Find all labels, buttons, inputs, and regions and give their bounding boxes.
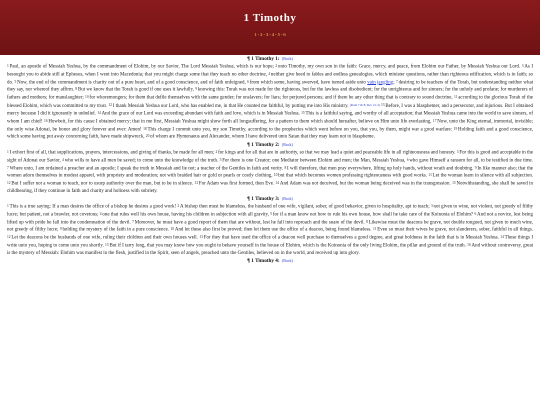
verse-number: 4	[62, 157, 64, 162]
verse-text: And the grace of our Lord was exceeding abundant with faith and love, which is in Messiah Yeshua.	[101, 111, 300, 117]
verse-text: who gave Himself a ransom for all, to be testified in due time.	[409, 158, 533, 164]
chapter-heading-text: ¶ 1 Timothy 3:	[247, 196, 280, 202]
verse-number: 14	[97, 111, 101, 116]
verse-text: for whoremongers; for them that defile themselves with the same gender; for enslavers; for liars; for perjured persons; and if there be any other thing that is contrary to sound doctrine,	[89, 95, 453, 101]
verse-number: 8	[366, 219, 368, 224]
verse-number: 6	[247, 79, 249, 84]
book-title: 1 Timothy	[243, 12, 297, 24]
verse-number: 3	[456, 150, 459, 155]
back-link[interactable]: (Back)	[281, 196, 293, 201]
verse-text: Before, I was a blasphemer, and a persecutor, and injurious. But I obtained mercy because I did it ignorantly in unbelief.	[7, 103, 533, 117]
verse-number: 11	[453, 95, 458, 99]
verse-number: 19	[453, 126, 458, 131]
verse-text: of whom are Hymenaeus and Alexander, whom I have delivered unto Satan that they may learn not to blaspheme.	[150, 134, 375, 140]
verse-number: 10	[85, 95, 89, 99]
chapter-heading-text: ¶ 1 Timothy 4:	[247, 257, 280, 264]
verse-number: 18	[143, 126, 147, 131]
verse-number: 1	[7, 64, 9, 68]
page-header	[0, 0, 540, 55]
chapter-heading-text: ¶ 1 Timothy 2:	[247, 142, 280, 149]
verse-text: This is a faithful saying, and worthy of all acceptation; that Messiah Yeshua came into the world to save sinners, of whom I am chief!	[7, 111, 533, 125]
verse-number: 2	[177, 204, 180, 208]
verse-number: 7	[132, 219, 134, 224]
verse-number: 11	[372, 227, 377, 232]
verse-text: neither give heed to fables and endless genealogies, which minister questions, rather than righteous edification, which is in faith; so do.	[7, 72, 534, 86]
verse-number: 3	[521, 64, 524, 68]
verse-text: Let the deacons be the husbands of one wife, ruling their children and their own houses well.	[11, 235, 198, 241]
verse-text: As I besought you to abide still at Ephesus, when I went into Macedonia; that you might charge some that they teach no other doctrine,	[7, 64, 533, 78]
verse-text: A bishop then must be blameless, the husband of one wife, vigilant, sober, of good behavior, given to hospitality, apt to teach;	[180, 204, 430, 210]
verse-number: 2	[275, 64, 278, 68]
verse-number: 13	[381, 103, 385, 108]
verse-number: 4	[99, 211, 102, 216]
verse-text: Notwithstanding, she shall be saved in childbearing, if they continue in faith and charity and holiness with sobriety.	[7, 181, 534, 194]
verse-text: But we know that the Torah is good if one uses it lawfully,	[78, 87, 194, 93]
chapter-nav-separator: -	[280, 32, 283, 37]
verse-number: 13	[199, 235, 203, 239]
verse-text: And Adam was not deceived, but the woman being deceived was in the transgression.	[279, 181, 451, 187]
chapter-nav	[0, 32, 540, 38]
verse-number: 5	[270, 211, 273, 216]
chapter-heading-text: ¶ 1 Timothy 1:	[247, 56, 280, 62]
verse-text: Now, unto the King eternal, immortal, invisible; the only wise Adonai, be honor and glory forever and ever: Amen!	[7, 119, 533, 133]
verse-number: 14	[500, 235, 504, 239]
verse-text: For there is one Creator; one Mediator between Elohim and men; the Man, Messiah Yeshua,	[222, 158, 406, 164]
verse-number: 11	[428, 173, 432, 178]
verse-text: one that rules well his own house, having his children in subjection with all gravity,	[102, 212, 269, 218]
chapter-nav-separator: -	[275, 32, 277, 37]
verse-text: for if a man know not how to rule his own house, how shall he take care of the Koinonia of Elohim?	[272, 212, 474, 218]
verse-text: holding the mystery of the faith in a pure conscience.	[62, 227, 170, 233]
verse-text: Holding faith and a good conscience, which some having put away concerning faith, have made shipwreck,	[7, 127, 534, 140]
verse-number: 5	[219, 157, 222, 162]
glossary-link[interactable]: vain jangling	[367, 80, 394, 86]
verse-text: This is a true saying: If a man desires the office of a bishop he desires a good work!	[9, 204, 177, 210]
chapter-heading	[7, 141, 533, 149]
verse-number: 12	[108, 103, 112, 108]
verse-number: 6	[474, 211, 477, 216]
verse-text: For they that have used the office of a deacon well purchase to themselves a good degree, and great boldness in the faith that is in Messiah Yeshua.	[203, 235, 499, 241]
chapter-link-3[interactable]: 3	[265, 32, 269, 37]
verse-text: These things I write unto you, hoping to come unto you shortly.	[7, 235, 534, 249]
verse-number: 15	[105, 242, 109, 247]
chapter-nav-separator: -	[269, 32, 271, 37]
verse-text: Even so must their wives be grave, not slanderers, sober, faithful in all things.	[377, 227, 534, 233]
verse-text: And not a novice, lest being lifted up with pride he fall into the condemnation of the devil.	[7, 212, 533, 226]
verse-number: 5	[14, 79, 17, 84]
back-link[interactable]: (Back)	[281, 56, 293, 61]
chapter-link-5[interactable]: 5	[277, 32, 280, 37]
verse-text: Paul, an apostle of Messiah Yeshua, by the commandment of Elohim, by our Savior, The Lord Messiah Yeshua, which is our hope;	[9, 64, 274, 70]
verse-number: 13	[194, 181, 199, 186]
verse-number: 15	[452, 181, 456, 186]
verse-text: Likewise must the deacons be grave, not double tongued, not given to much wine, not greedy of filthy lucre;	[7, 220, 534, 233]
chapter-paragraph: 1Paul, an apostle of Messiah Yeshua, by the commandment of Elohim, by our Savior, The Lord Messiah Yeshua, which is our hope; 2unto Timothy, my own son in the faith: Grace, mercy, and peace, from Elohim our Father, by Messiah Yeshua our Lord. 3As I besought you to abide still at Ephesus, when I went into Macedonia; that you might charge some that they teach no other doctrine, 4neither give heed to fables and endless genealogies, which minister questions, rather than righteous edification, which is in faith; so do. 5Now, the end of the commandment is charity out of a pure heart, and of a good conscience, and of faith unfeigned, 6from which some, having swerved, have turned aside unto vain jangling; 7desiring to be teachers of the Torah, but understanding neither what they say, nor whereof they affirm. 8But we know that the Torah is good if one uses it lawfully, 9knowing this: Torah was not made for the righteous, but for the lawless and disobedient; for the unrighteous and for sinners; for the unholy and profane; for murderers of fathers and mothers; for manslaughter; 10for whoremongers; for them that defile themselves with the same gender; for enslavers; for liars; for perjured persons; and if there be any other thing that is contrary to sound doctrine, 11according to the glorious Torah of the blessed Elohim, which was committed to my trust. 12I thank Messiah Yeshua our Lord, who has enabled me, in that He counted me faithful, by putting me into His ministry. $^{(Rom 7 \& 8; Rev 21-3)}$ 13Before, I was a blasphemer, and a persecutor, and injurious. But I obtained mercy because I did it ignorantly in unbelief. 14And the grace of our Lord was exceeding abundant with faith and love, which is in Messiah Yeshua. 15This is a faithful saying, and worthy of all acceptation; that Messiah Yeshua came into the world to save sinners, of whom I am chief! 16Howbeit, for this cause I obtained mercy; that in me first, Messiah Yeshua might show forth all longsuffering, for a pattern to them which should hereafter, believe on Him unto life everlasting. 17Now, unto the King eternal, immortal, invisible; the only wise Adonai, be honor and glory forever and ever: Amen! 18This charge I commit unto you, my son Timothy, according to the prophecies which went before on you, that you, by them, might war a good warfare: 19Holding faith and a good conscience, which some having put away concerning faith, have made shipwreck, 20of whom are Hymenaeus and Alexander, whom I have delivered unto Satan that they may learn not to blaspheme.	[7, 64, 534, 140]
verse-text: from which some, having swerved, have turned aside unto	[249, 80, 366, 86]
verse-number: 10	[273, 173, 278, 178]
verse-number: 12	[7, 181, 11, 186]
verse-text: This charge I commit unto you, my son Timothy, according to the prophecies which went before on you, that you, by them, might war a good warfare:	[147, 127, 453, 133]
verse-text: Now, the end of the commandment is charity out of a pure heart, and of a good conscience, and of faith unfeigned,	[17, 80, 246, 86]
chapter-link-6[interactable]: 6	[283, 32, 286, 37]
verse-number: 20	[145, 134, 150, 139]
chapter-link-1[interactable]: 1	[254, 32, 257, 37]
verse-number: 2	[215, 150, 218, 155]
verse-text: who wills to have all men be saved; to come unto the knowledge of the truth.	[64, 158, 219, 164]
verse-text: I thank Messiah Yeshua our Lord, who has enabled me, in that He counted me faithful, by putting me into His ministry.	[112, 103, 349, 109]
chapter-heading	[7, 55, 533, 63]
verse-number: 9	[195, 87, 197, 92]
verse-text: For Adam was first formed, then Eve.	[198, 181, 275, 187]
back-link[interactable]: (Back)	[281, 142, 293, 148]
verse-text: I exhort first of all, that supplications, prayers, intercessions, and giving of thanks, be made for all men;	[9, 150, 215, 156]
verse-text: for kings and for all that are in authority, so that we may lead a quiet and peaceable life in all righteousness and honesty.	[218, 150, 456, 156]
verse-number: 8	[284, 165, 287, 170]
verse-number: 14	[275, 181, 280, 186]
verse-number: 15	[301, 111, 305, 116]
scripture-content	[0, 55, 540, 265]
verse-number: 7	[7, 165, 9, 170]
verse-text: but that which becomes women professing righteousness with good works.	[278, 173, 428, 179]
chapter-heading	[7, 257, 533, 265]
verse-number: 6	[406, 157, 409, 162]
verse-text: desiring to be teachers of the Torah, but understanding neither what they say, nor whereof they affirm.	[7, 80, 534, 93]
verse-text: Moreover, he must have a good report of them that are without, lest he fall into reproach and the snare of the devil.	[134, 220, 365, 226]
verse-text: For this is good and acceptable in the sight of Adonai our Savior,	[7, 150, 534, 164]
chapter-nav-separator: -	[263, 32, 265, 37]
verse-text: And without controversy, great is the mystery of Messiah: Elohim was manifest in the flesh, justified in the Spirit, seen of angels, preached unto the Gentiles, believed on in the world, and received up into glory.	[7, 243, 534, 256]
chapter-link-2[interactable]: 2	[260, 32, 263, 37]
chapter-paragraph	[7, 203, 533, 257]
verse-text: Let the woman learn in silence with all subjection.	[432, 173, 534, 179]
verse-number: 4	[268, 71, 271, 76]
verse-number: 1	[7, 150, 9, 155]
verse-number: 9	[59, 227, 62, 232]
verse-text: I will therefore, that men pray everywhere, lifting up holy hands, without wrath and doubting.	[287, 166, 474, 172]
verse-text: not given to wine, not violent, not greedy of filthy lucre; but patient, not a brawler, not covetous;	[7, 204, 534, 218]
verse-number: 10	[170, 227, 175, 232]
verse-number: 9	[474, 165, 477, 170]
verse-number: 12	[7, 235, 11, 239]
verse-text: But I suffer not a woman to teach, nor to usurp authority over the man, but to be in silence.	[11, 181, 194, 187]
verse-text: according to the glorious Torah of the blessed Elohim, which was committed to my trust.	[7, 95, 534, 109]
verse-text: unto Timothy, my own son in the faith: Grace, mercy, and peace, from Elohim our Father, by Messiah Yeshua our Lord.	[278, 64, 521, 70]
cross-reference-link[interactable]: (Rom 7 & 8; Rev 21-3)	[349, 102, 380, 107]
verse-text: But if I tarry long, that you may know how you ought to behave yourself in the house of Elohim, which is the Koinonia of the only living Elohim, the pillar and ground of the truth.	[109, 243, 466, 249]
verse-number: 16	[467, 242, 471, 247]
chapter-nav-separator: -	[257, 32, 260, 37]
verse-number: 7	[395, 79, 398, 84]
verse-number: 16	[43, 118, 48, 123]
verse-number: 3	[430, 204, 433, 208]
chapter-heading	[7, 195, 533, 203]
verse-text: Where unto, I am ordained a preacher and an apostle; I speak the truth in Messiah and lie not; a teacher of the Gentiles in faith and verity.	[9, 166, 284, 172]
verse-text: Howbeit, for this cause I obtained mercy; that in me first, Messiah Yeshua might show forth all longsuffering, for a pattern to them which should hereafter, believe on Him unto life everlasting.	[48, 119, 432, 125]
verse-number: 17	[432, 118, 437, 123]
verse-number: 8	[75, 87, 78, 92]
verse-number: 1	[7, 204, 9, 208]
verse-text: In like manner also; that the women adorn themselves in modest apparel, with propriety and moderation; not with braided hair or gold or pearls or costly clothing,	[7, 166, 533, 179]
verse-text: And let these also first be proved; then let them use the office of a deacon, being found blameless.	[174, 227, 372, 233]
chapter-link-4[interactable]: 4	[271, 32, 275, 37]
chapter-paragraph	[7, 149, 533, 195]
back-link[interactable]: (Back)	[281, 257, 293, 263]
verse-text: knowing this: Torah was not made for the righteous, but for the lawless and disobedient; for the unrighteous and for sinners; for the unholy and profane; for murderers of fathers and mothers; for manslaughter;	[7, 87, 533, 101]
